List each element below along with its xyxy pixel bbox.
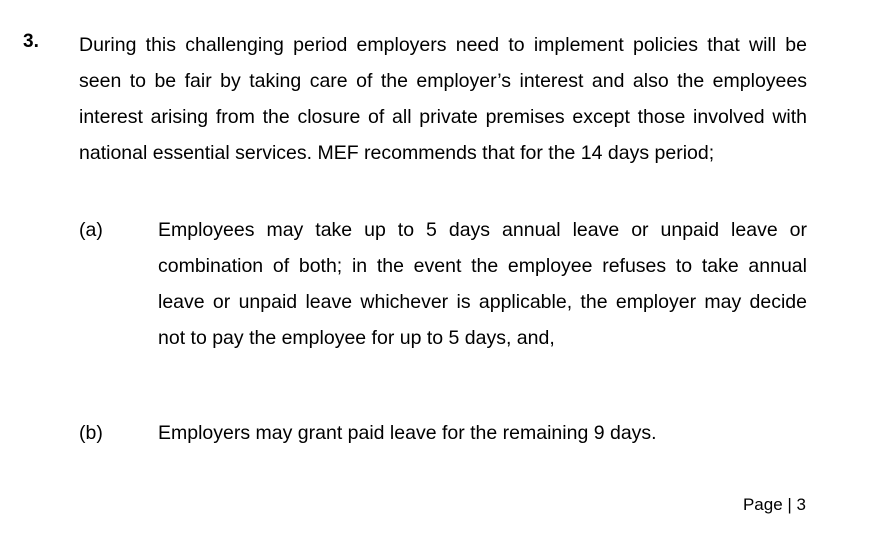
paragraph-text: During this challenging period employers need to implement policies that will be seen to be fair by taking care of the employer’s interest and also the employees interest arising from the closure of all private premises except those involved with national essential services. MEF recommends that for the 14 days period; <box>79 34 807 164</box>
item-a-text: Employees may take up to 5 days annual leave or unpaid leave or combination of both; in the event the employee refuses to take annual leave or unpaid leave whichever is applicable, the employer may decide not to pay the employee for up to 5 days, and, <box>158 219 807 349</box>
item-b-text: Employers may grant paid leave for the remaining 9 days. <box>158 422 657 444</box>
page-number-footer: Page | 3 <box>742 495 806 514</box>
item-b-label: (b) <box>79 422 103 444</box>
paragraph-number: 3. <box>23 31 39 52</box>
item-a-label: (a) <box>79 219 103 241</box>
